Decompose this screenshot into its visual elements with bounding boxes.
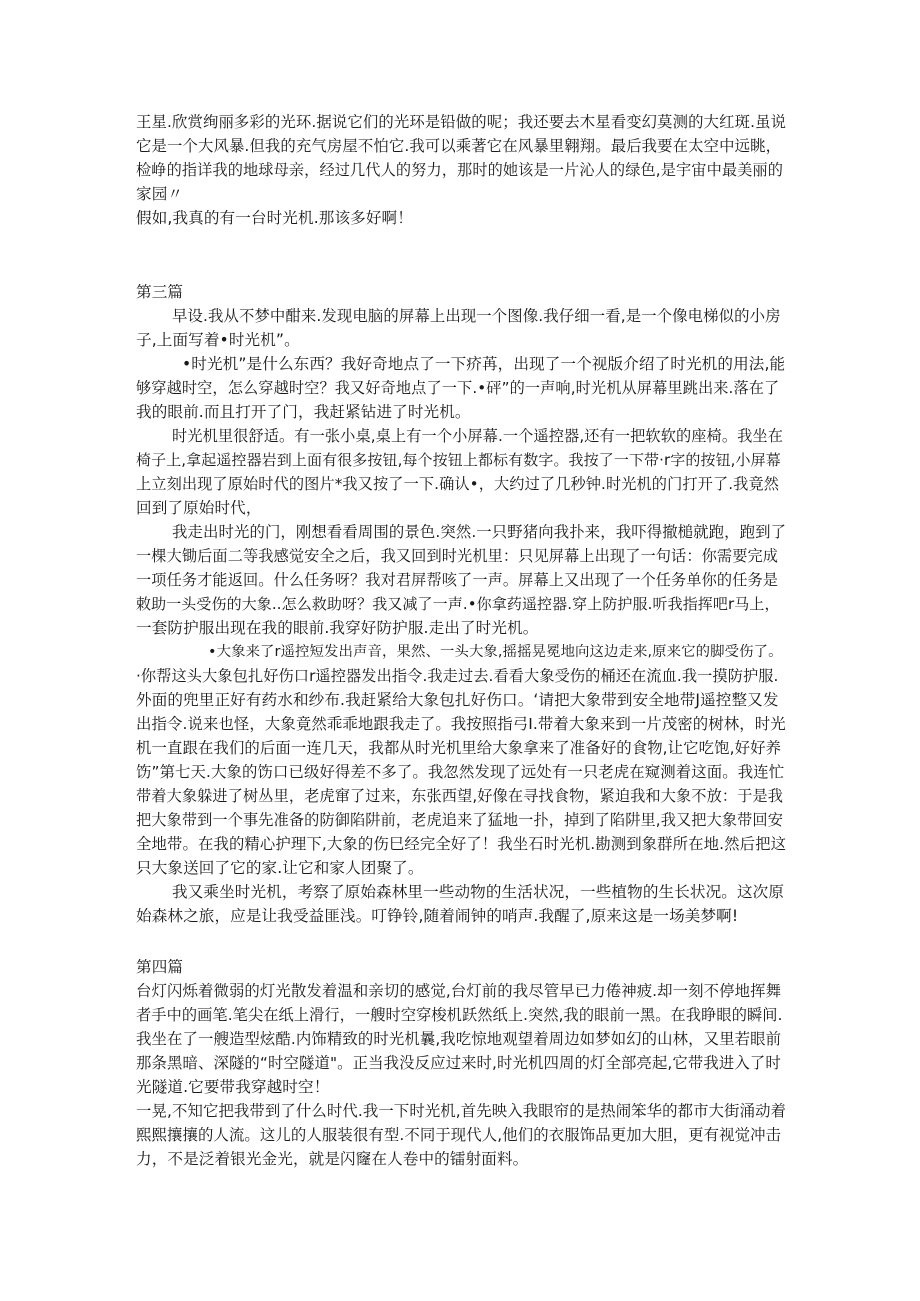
text-line: •时光机”是什么东西？我好奇地点了一下疥苒，出现了一个视版介绍了时光机的用法,能: [182, 355, 786, 373]
text-line: 带着大象躲进了树丛里，老虎窜了过来，东张西望,好像在寻找食物，紧迫我和大象不放：于是我: [136, 787, 784, 805]
text-line: 回到了原始时代，: [136, 499, 262, 517]
text-line: 出指令.说来也怪，大象竟然乖乖地跟我走了。我按照指弓I.带着大象来到一片茂密的树林，时光: [136, 715, 786, 733]
text-line: 那条黑暗、深隧的“时空隧道"。正当我没反应过来时,时光机四周的灯全部亮起,它带我进入了时: [136, 1054, 781, 1072]
text-line: 早设.我从不梦中酣来.发现电脑的屏幕上出现一个图像.我仔细一看,是一个像电梯似的小房: [172, 307, 781, 325]
text-line: ·你帮这头大象包扎好伤口r遥控器发出指令.我走过去.看看大象受伤的桶还在流血.我一摸防护服.: [136, 667, 779, 685]
text-line: 外面的兜里正好有药水和纱布.我赶紧给大象包扎好伤口。‘请把大象带到安全地带J遥控整又发: [136, 691, 779, 709]
text-line: 王星.欣赏绚丽多彩的光环.据说它们的光环是铅做的呢；我还要去木星看变幻莫测的大红斑.虽说: [136, 113, 787, 131]
text-line: 时光机里很舒适。有一张小桌,桌上有一个小屏幕.一个遥控器,还有一把软软的座椅。我坐在: [172, 427, 783, 445]
text-line: 检峥的指详我的地球母亲，经过几代人的努力，那时的她该是一片沁人的绿色,是宇宙中最美丽的: [136, 161, 784, 179]
text-line: 一晃,不知它把我带到了什么时代.我一下时光机,首先映入我眼帘的是热闹笨华的都市大街涌动着: [136, 1102, 787, 1120]
text-line: 假如,我真的有一台时光机.那该多好啊！: [136, 209, 413, 227]
text-line: 我坐在了一艘造型炫酷.内饰精致的时光机曩,我吃惊地观望着周边如梦如幻的山林，又里若眼前: [136, 1030, 782, 1048]
text-line: 够穿越时空，怎么穿越时空？我又好奇地点了一下.•砰”的一声响,时光机从屏幕里跳出来.落在了: [136, 379, 780, 397]
section-heading: 第三篇: [136, 283, 184, 301]
text-line: 我又乘坐时光机，考察了原始森林里一些动物的生活状况，一些植物的生长状况。这次原: [172, 883, 785, 901]
text-line: 者手中的画笔.笔尖在纸上滑行，一艘时空穿梭机跃然纸上.突然,我的眼前一黑。在我睁眼的瞬间.: [136, 1006, 783, 1024]
text-line: 饬”第七天.大象的饬口已级好得差不多了。我忽然发现了远处有一只老虎在窥测着这面。我连忙: [136, 763, 785, 781]
text-line: 子,上面写着•时光机”。: [136, 331, 300, 349]
text-line: 一棵大锄后面二等我感觉安全之后，我又回到时光机里：只见屏幕上出现了一句话：你需要完成: [136, 547, 779, 565]
text-line: 台灯闪烁着微弱的灯光散发着温和亲切的感觉,台灯前的我尽管早已力倦神疲.却一刻不停地挥舞: [136, 982, 782, 1000]
text-line: 我的眼前.而且打开了门，我赶紧钻进了时光机。: [136, 403, 471, 421]
text-line: 一项任务才能返回。什么任务呀？我对君屏帮咳了一声。屏幕上又出现了一个任务单你的任务是: [136, 571, 779, 589]
text-line: 力，不是泛着银光金光，就是闪窿在人卷中的镭射面料。: [136, 1150, 529, 1168]
text-line: 机一直跟在我们的后面一连几天，我都从时光机里给大象拿来了准备好的食物,让它吃饱,好好养: [136, 739, 782, 757]
text-line: •大象来了r遥控短发出声音，果然、一头大象,摇摇晃冕地向这边走来,原来它的脚受伤了。: [208, 644, 783, 660]
text-line: 它是一个大风暴.但我的充气房屋不怕它.我可以乘著它在风暴里翱翔。最后我要在太空中远眺，: [136, 137, 782, 155]
text-line: 光隧道.它要带我穿越时空！: [136, 1078, 330, 1096]
text-line: 一套防护服出现在我的眼前.我穿好防护服.走出了时光机。: [136, 619, 539, 637]
text-line: 敕助一头受伤的大象..怎么救助呀？我又减了一声.•你拿药遥控器.穿上防护服.听我指挥吧r马上，: [136, 595, 780, 613]
section-heading: 第四篇: [136, 958, 184, 976]
text-line: 熙熙攘攘的人流。这儿的人服装很有型.不同于现代人,他们的衣服饰品更加大胆，更有视觉冲击: [136, 1126, 782, 1144]
text-line: 上立刻出现了原始时代的图片*我又按了一下.确认•，大约过了几秒钟.时光机的门打开了.我竟然: [136, 475, 780, 493]
text-line: 只大象送回了它的家.让它和家人团聚了。: [136, 859, 424, 877]
text-line: 我走出时光的门，刚想看看周围的景色.突然.一只野猪向我扑来，我吓得撤槌就跑，跑到了: [172, 523, 787, 541]
text-line: 全地带。在我的精心护理下,大象的伤巳经完全好了！我坐石时光机.勘测到象群所在地.然后把这: [136, 835, 787, 853]
text-line: 椅子上,拿起遥控器岩到上面有很多按钮,每个按钮上都标有数字。我按了一下带·r字的按钮,小屏幕: [136, 451, 781, 469]
text-line: 始森林之旅，应是让我受益匪浅。叮铮铃,随着闹钟的哨声.我醒了,原来这是一场美梦啊!: [136, 907, 739, 925]
text-line: 把大象带到一个事先准备的防御陷阱前，老虎追来了猛地一扑，掉到了陷阱里,我又把大象带回安: [136, 811, 784, 829]
text-line: 家园〃: [136, 185, 184, 203]
